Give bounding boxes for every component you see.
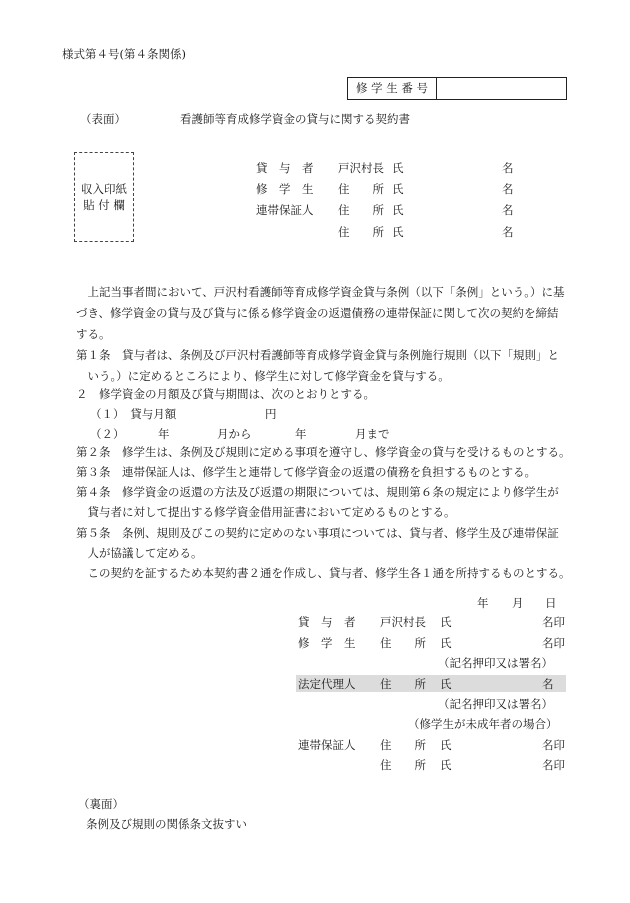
stamp-box-line2: 貼 付 欄 (83, 198, 125, 212)
party-name-shi: 氏 (392, 161, 404, 175)
party-name-mei: 名 (502, 182, 514, 196)
date-day: 日 (545, 596, 557, 610)
intro-line: 上記当事者間において、戸沢村看護師等育成修学資金貸与条例（以下「条例」という。）に基 (76, 285, 565, 299)
article-5-cont: 人が協議して定める。 (76, 546, 203, 560)
article-4-cont: 貸与者に対して提出する修学資金借用証書において定めるものとする。 (76, 505, 456, 519)
sig-student-detail: 住 所 (380, 636, 426, 650)
student-number-label: 修 学 生 番 号 (348, 78, 437, 99)
party-detail: 住 所 (338, 203, 384, 217)
sig-lender-mei: 名印 (542, 615, 565, 629)
party-name-shi: 氏 (392, 203, 404, 217)
article-1: 第１条 貸与者は、条例及び戸沢村看護師等育成修学資金貸与条例施行規則（以下「規則」と (76, 348, 559, 362)
article-1-para-2: ２ 修学資金の月額及び貸与期間は、次のとおりとする。 (76, 387, 375, 401)
stamp-box-line1: 収入印紙 (81, 182, 127, 196)
party-detail: 住 所 (338, 225, 384, 239)
student-number-field[interactable] (437, 78, 565, 99)
item-2-year-from: 年 (158, 427, 170, 441)
revenue-stamp-box (74, 152, 134, 242)
form-title: 様式第４号(第４条関係) (62, 47, 186, 61)
sig-lender-shi: 氏 (440, 615, 452, 629)
party-role: 連帯保証人 (256, 203, 314, 217)
item-2-label: （２） (90, 427, 125, 441)
sig-lender-role: 貸 与 者 (298, 615, 356, 629)
party-detail: 住 所 (338, 182, 384, 196)
student-number-box (347, 77, 567, 100)
sig-student-role: 修 学 生 (298, 636, 356, 650)
party-name-mei: 名 (502, 203, 514, 217)
sig-student-mei: 名印 (542, 636, 565, 650)
sig-lender-detail: 戸沢村長 (380, 615, 426, 629)
party-detail: 戸沢村長 (338, 161, 384, 175)
intro-line: づき、修学資金の貸与及び貸与に係る修学資金の返還債務の連帯保証に関して次の契約を締結 (76, 306, 559, 320)
date-year: 年 (477, 596, 489, 610)
date-month: 月 (512, 596, 524, 610)
item-2-month-from: 月から (217, 427, 252, 441)
article-1-cont: いう。）に定めるところにより、修学生に対して修学資金を貸与する。 (76, 369, 450, 383)
article-3: 第３条 連帯保証人は、修学生と連帯して修学資金の返還の債務を負担するものとする。 (76, 465, 536, 479)
sig-guarantor2-mei: 名印 (542, 758, 565, 772)
item-2-month-to: 月まで (355, 427, 390, 441)
sig-legal-rep-shi: 氏 (440, 677, 452, 691)
party-name-mei: 名 (502, 225, 514, 239)
article-5: 第５条 条例、規則及びこの契約に定めのない事項については、貸与者、修学生及び連帯保証 (76, 526, 559, 540)
sig-guarantor-detail: 住 所 (380, 738, 426, 752)
party-name-shi: 氏 (392, 225, 404, 239)
sig-guarantor-shi: 氏 (440, 738, 452, 752)
sig-guarantor2-shi: 氏 (440, 758, 452, 772)
item-2-year-to: 年 (295, 427, 307, 441)
front-label: （表面） (80, 112, 126, 126)
sig-legal-rep-condition: （修学生が未成年者の場合） (408, 717, 558, 731)
party-role: 修 学 生 (256, 182, 314, 196)
sig-legal-rep-note: （記名押印又は署名） (438, 697, 553, 711)
back-label: （裏面） (78, 797, 124, 811)
party-name-mei: 名 (502, 161, 514, 175)
article-2: 第２条 修学生は、条例及び規則に定める事項を遵守し、修学資金の貸与を受けるものとする。 (76, 445, 571, 459)
sig-legal-rep-mei: 名 (542, 677, 554, 691)
party-role: 貸 与 者 (256, 161, 314, 175)
article-4: 第４条 修学資金の返還の方法及び返還の期限については、規則第６条の規定により修学生が (76, 485, 559, 499)
sig-legal-rep-detail: 住 所 (380, 677, 426, 691)
closing-text: この契約を証するため本契約書２通を作成し、貸与者、修学生各１通を所持するものとする。 (76, 566, 571, 580)
item-1-label: （１） 貸与月額 (90, 407, 177, 421)
intro-line: する。 (76, 327, 111, 341)
sig-student-note: （記名押印又は署名） (438, 656, 553, 670)
sig-guarantor-mei: 名印 (542, 738, 565, 752)
back-text: 条例及び規則の関係条文抜すい (86, 817, 247, 831)
document-title: 看護師等育成修学資金の貸与に関する契約書 (180, 112, 410, 126)
sig-legal-rep-role: 法定代理人 (298, 677, 356, 691)
sig-guarantor-role: 連帯保証人 (298, 738, 356, 752)
sig-student-shi: 氏 (440, 636, 452, 650)
party-name-shi: 氏 (392, 182, 404, 196)
item-1-unit: 円 (265, 407, 277, 421)
sig-guarantor2-detail: 住 所 (380, 758, 426, 772)
